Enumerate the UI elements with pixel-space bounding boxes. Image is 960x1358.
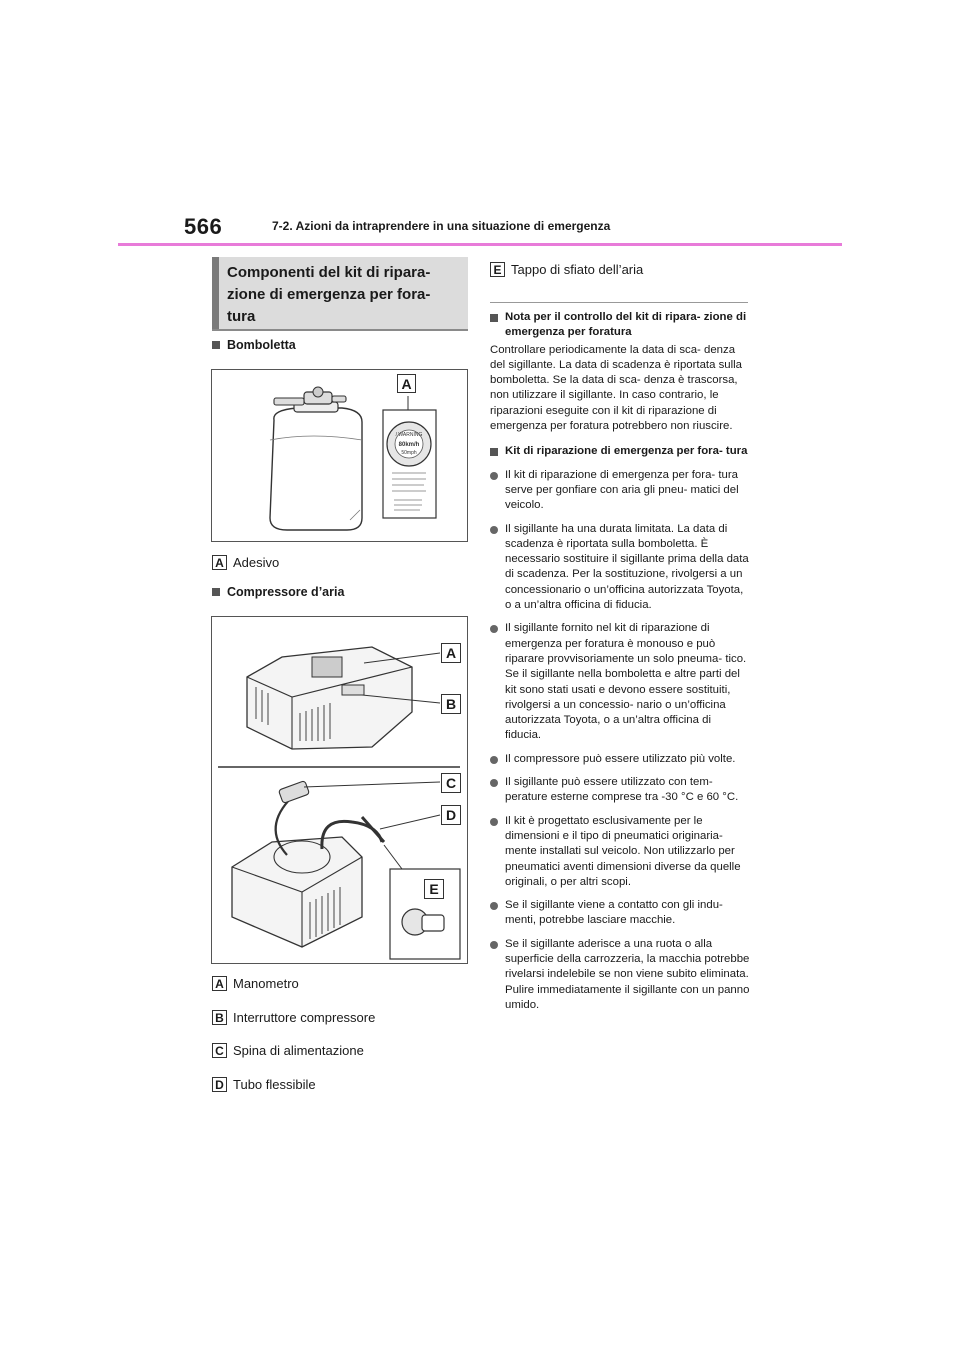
page-number: 566 — [184, 214, 223, 239]
bullet-dot-icon — [490, 818, 498, 826]
callout-a — [441, 643, 461, 663]
list-item — [490, 775, 750, 806]
bottle-illustration — [212, 370, 467, 541]
list-item-text: Se il sigillante viene a contatto con gli indu- menti, potrebbe lasciare macchie. — [505, 899, 723, 927]
legend-letter: E — [490, 262, 505, 277]
square-bullet-icon — [490, 314, 498, 322]
callout-letter: B — [441, 694, 461, 714]
bullet-dot-icon — [490, 526, 498, 534]
sticker-warning-text: / WARNING — [395, 432, 423, 438]
note-heading — [490, 310, 750, 341]
heading-line: Componenti del kit di ripara- — [227, 264, 431, 281]
list-item-text: Il kit di riparazione di emergenza per fora- tura serve per gonfiare con aria gli pneu- matici del veicolo. — [505, 468, 739, 512]
heading-line: tura — [227, 308, 256, 325]
list-item — [490, 814, 750, 890]
bullet-dot-icon — [490, 779, 498, 787]
square-bullet-icon — [212, 341, 220, 349]
legend-letter: C — [212, 1043, 227, 1058]
subhead-bottle-text: Bomboletta — [227, 338, 296, 352]
list-item — [490, 522, 750, 614]
list-item-text: Il kit è progettato esclusivamente per le dimensioni e il tipo di pneumatici originaria- mente installati sul veicolo. Non utilizzarlo per pneumatici aventi dimensioni diverse da quelle originali, o per altri scopi. — [505, 814, 741, 888]
bullet-dot-icon — [490, 625, 498, 633]
sticker-speed-kmh: 80km/h — [398, 442, 420, 448]
callout-letter: D — [441, 805, 461, 825]
list-item-text: Il sigillante ha una durata limitata. La data di scadenza è riportata sulla bomboletta. È necessario sostituire il sigillante prima della data di scadenza. Per la sostituzione, rivolgersi a un concessionario o un’officina autorizzata Toyota, o a un’altra officina di fiducia. — [505, 522, 749, 612]
header-rule — [118, 243, 842, 246]
compressor-illustration — [212, 617, 467, 963]
legend-text: Tubo flessibile — [233, 1077, 316, 1092]
legend-adesivo — [212, 555, 279, 570]
section-heading — [212, 257, 468, 329]
list-item — [490, 898, 750, 929]
list-item — [490, 937, 750, 1013]
square-bullet-icon — [490, 448, 498, 456]
list-item-text: Se il sigillante aderisce a una ruota o alla superficie della carrozzeria, la macchia potrebbe rivelarsi indelebile se non viene subito eliminata. Pulire immediatamente il sigillante con un panno umido. — [505, 937, 750, 1011]
bullet-dot-icon — [490, 472, 498, 480]
legend-letter: B — [212, 1010, 227, 1025]
callout-letter: A — [441, 643, 461, 663]
callout-d — [441, 805, 461, 825]
legend-interruttore — [212, 1010, 375, 1025]
legend-manometro — [212, 976, 299, 991]
legend-text: Spina di alimentazione — [233, 1043, 364, 1058]
callout-letter: E — [424, 879, 444, 899]
sticker-speed-mph: 50mph — [401, 450, 417, 456]
compressor-figure — [211, 616, 468, 964]
legend-text: Manometro — [233, 976, 299, 991]
legend-letter: D — [212, 1077, 227, 1092]
note-heading-text: Kit di riparazione di emergenza per fora- tura — [505, 445, 748, 458]
heading-underline — [212, 329, 468, 331]
list-item — [490, 621, 750, 743]
callout-e — [424, 879, 444, 899]
callout-letter: A — [397, 374, 416, 393]
legend-text: Tappo di sfiato dell’aria — [511, 262, 644, 277]
legend-spina — [212, 1043, 364, 1058]
list-item-text: Il sigillante può essere utilizzato con tem- perature esterne comprese tra -30 °C e 60 °C. — [505, 776, 739, 804]
legend-tubo — [212, 1077, 316, 1092]
legend-letter: A — [212, 976, 227, 991]
section-title: 7-2. Azioni da intraprendere in una situazione di emergenza — [272, 219, 611, 233]
list-item-text: Il compressore può essere utilizzato più volte. — [505, 752, 736, 765]
note-heading — [490, 444, 750, 459]
heading-line: zione di emergenza per fora- — [227, 286, 431, 303]
list-item — [490, 752, 750, 767]
note-heading-text: Nota per il controllo del kit di ripara- zione di emergenza per foratura — [505, 311, 747, 339]
list-item-text: Il sigillante fornito nel kit di riparazione di emergenza per foratura è monouso e può riparare provvisoriamente un solo pneuma- tico. Se il sigillante nella bomboletta e altre parti del kit sono stati usati e devono essere sostituiti, rivolgersi a un concessio- nario o un’officina autorizzata Toyota, o a un’altra officina di fiducia. — [505, 622, 747, 742]
list-item — [490, 468, 750, 514]
divider-rule — [490, 302, 748, 303]
legend-tappo — [490, 262, 643, 277]
subhead-compressor — [212, 585, 344, 599]
subhead-bottle — [212, 338, 296, 352]
notes-column — [490, 310, 750, 1013]
legend-letter: A — [212, 555, 227, 570]
note-paragraph: Controllare periodicamente la data di sca- denza del sigillante. La data di scadenza è riportata sulla bomboletta. Se la data di sca- denza è trascorsa, non utilizzare il sigillante. In caso contrario, le riparazioni eseguite con il kit di riparazione di emergenza per foratura potrebbero non riuscire. — [490, 343, 743, 433]
bullet-dot-icon — [490, 902, 498, 910]
callout-a — [397, 374, 416, 394]
subhead-compressor-text: Compressore d’aria — [227, 585, 345, 599]
bullet-dot-icon — [490, 756, 498, 764]
bullet-dot-icon — [490, 941, 498, 949]
callout-letter: C — [441, 773, 461, 793]
callout-b — [441, 694, 461, 714]
callout-c — [441, 773, 461, 793]
square-bullet-icon — [212, 588, 220, 596]
legend-text: Adesivo — [233, 555, 280, 570]
bottle-figure — [211, 369, 468, 542]
legend-text: Interruttore compressore — [233, 1010, 376, 1025]
